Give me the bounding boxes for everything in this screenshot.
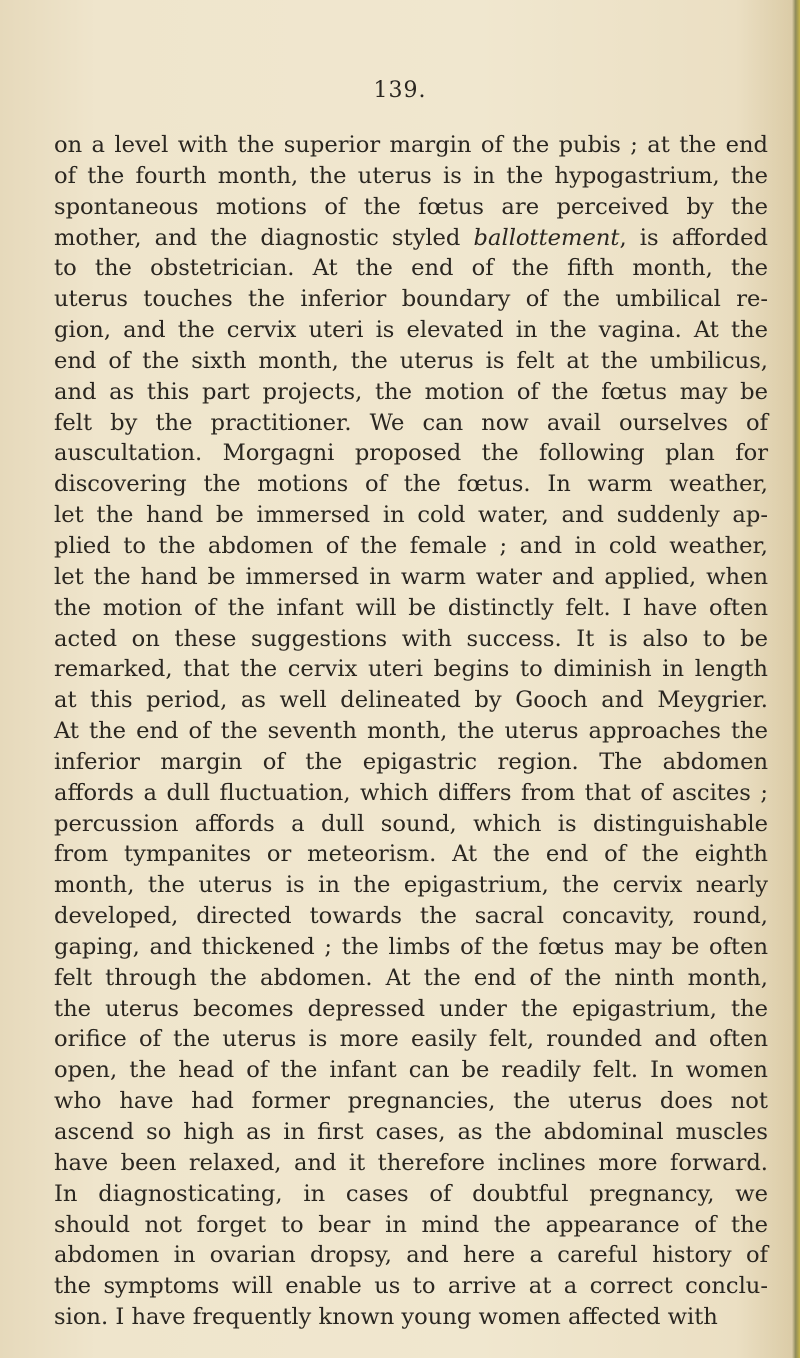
- text-line: and as this part projects, the motion of the fœtus may be: [54, 378, 768, 405]
- text-line: mother, and the diagnostic styled ballottement, is afforded: [54, 224, 768, 251]
- text-line: the uterus becomes depressed under the epigastrium, the: [54, 995, 768, 1022]
- text-line: have been relaxed, and it therefore inclines more forward.: [54, 1149, 768, 1176]
- text-line: the motion of the infant will be distinctly felt. I have often: [54, 594, 768, 621]
- text-line: the symptoms will enable us to arrive at a correct conclu-: [54, 1273, 768, 1300]
- text-line: let the hand be immersed in warm water and applied, when: [54, 563, 768, 590]
- text-line: at this period, as well delineated by Gooch and Meygrier.: [54, 687, 768, 714]
- text-line: month, the uterus is in the epigastrium, the cervix nearly: [54, 872, 768, 899]
- text-line: ascend so high as in first cases, as the abdominal muscles: [54, 1119, 768, 1145]
- text-line: inferior margin of the epigastric region. The abdomen: [54, 748, 768, 775]
- text-line: who have had former pregnancies, the uterus does not: [54, 1088, 768, 1115]
- text-line: from tympanites or meteorism. At the end of the eighth: [54, 841, 768, 868]
- text-line: let the hand be immersed in cold water, and suddenly ap-: [54, 502, 768, 529]
- text-line: orifice of the uterus is more easily felt, rounded and often: [54, 1026, 768, 1053]
- text-line: felt through the abdomen. At the end of the ninth month,: [54, 964, 768, 991]
- page-number: 139.: [373, 78, 427, 103]
- text-line: to the obstetrician. At the end of the fifth month, the: [54, 255, 768, 282]
- body-text: [54, 130, 768, 1333]
- text-line: plied to the abdomen of the female ; and in cold weather,: [54, 532, 768, 559]
- text-line: auscultation. Morgagni proposed the following plan for: [54, 440, 768, 467]
- text-line: developed, directed towards the sacral concavity, round,: [54, 903, 768, 930]
- text-line: felt by the practitioner. We can now avail ourselves of: [54, 409, 768, 436]
- text-line: affords a dull fluctuation, which differs from that of ascites ;: [54, 779, 768, 806]
- text-line: should not forget to bear in mind the appearance of the: [54, 1211, 768, 1238]
- text-line: of the fourth month, the uterus is in the hypogastrium, the: [54, 162, 768, 189]
- text-line: gaping, and thickened ; the limbs of the fœtus may be often: [54, 933, 768, 960]
- text-line: percussion affords a dull sound, which is distinguishable: [54, 810, 768, 837]
- text-line: gion, and the cervix uteri is elevated in the vagina. At the: [54, 317, 768, 344]
- text-line: At the end of the seventh month, the uterus approaches the: [54, 718, 768, 745]
- text-line: open, the head of the infant can be readily felt. In women: [54, 1057, 768, 1084]
- text-line: uterus touches the inferior boundary of the umbilical re-: [54, 286, 768, 313]
- text-line: sion. I have frequently known young women affected with: [54, 1304, 718, 1331]
- text-line: remarked, that the cervix uteri begins to diminish in length: [54, 656, 768, 683]
- text-line: abdomen in ovarian dropsy, and here a careful history of: [54, 1242, 768, 1269]
- page-edge-shadow: [792, 0, 800, 1358]
- text-line: on a level with the superior margin of the pubis ; at the end: [54, 132, 768, 158]
- text-line: In diagnosticating, in cases of doubtful pregnancy, we: [54, 1180, 768, 1207]
- text-line: end of the sixth month, the uterus is felt at the umbilicus,: [54, 347, 768, 374]
- text-line: acted on these suggestions with success. It is also to be: [54, 625, 768, 652]
- text-line: discovering the motions of the fœtus. In warm weather,: [54, 471, 768, 498]
- text-line: spontaneous motions of the fœtus are perceived by the: [54, 193, 768, 220]
